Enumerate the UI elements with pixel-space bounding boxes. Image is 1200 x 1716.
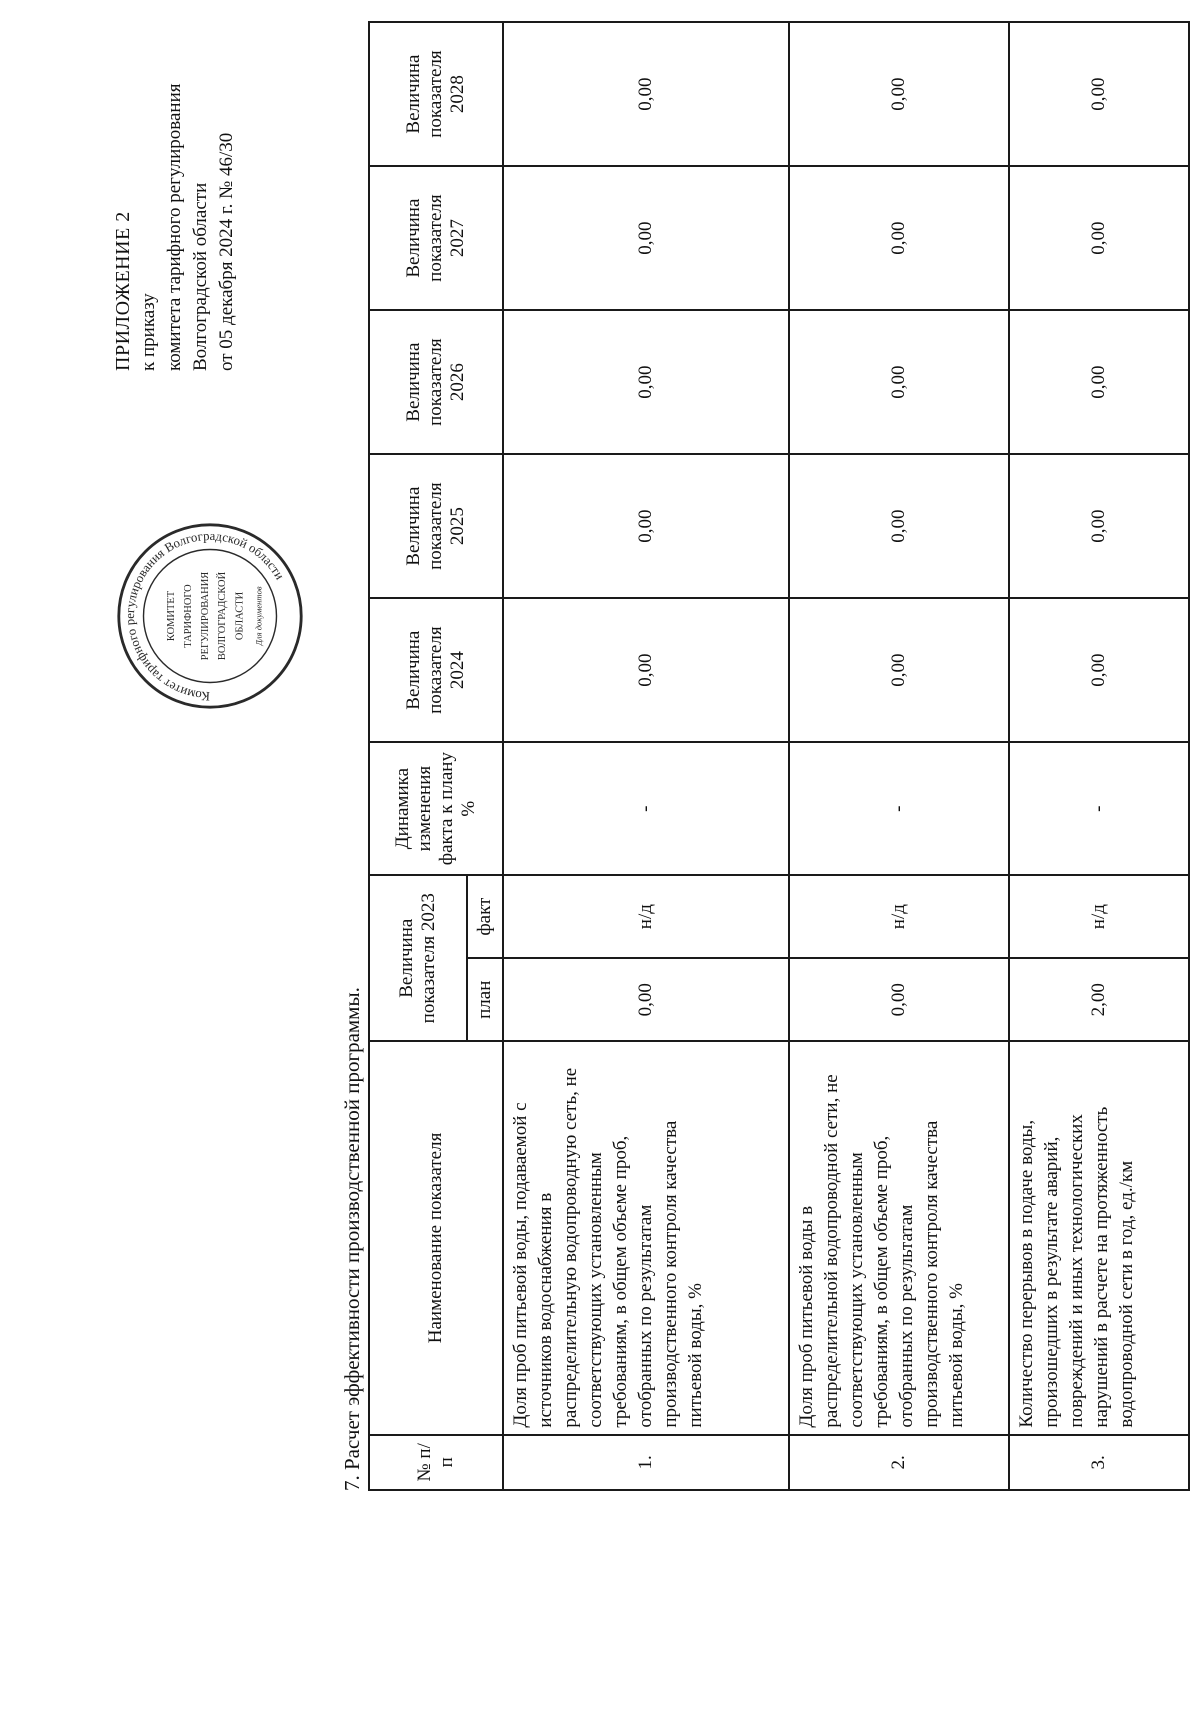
row-dynamics: -	[1009, 742, 1189, 875]
row-plan-2023: 0,00	[503, 958, 789, 1041]
row-indicator-name: Доля проб питьевой воды в распределительной водопроводной сети, не соответствующих установленным требованиям, в общем объеме проб, отобранных по результатам производственного контроля качества питьевой воды, %	[789, 1041, 1009, 1434]
row-value-2028: 0,00	[503, 22, 789, 166]
header-num: № п/п	[369, 1435, 503, 1490]
seal-inner-line-6: Для документов	[253, 586, 264, 646]
section-caption: 7. Расчет эффективности производственной программы.	[340, 987, 364, 1491]
row-value-2025: 0,00	[503, 454, 789, 598]
row-fact-2023: н/д	[1009, 875, 1189, 958]
row-value-2026: 0,00	[789, 310, 1009, 454]
row-value-2026: 0,00	[1009, 310, 1189, 454]
row-value-2028: 0,00	[1009, 22, 1189, 166]
row-value-2026: 0,00	[503, 310, 789, 454]
row-value-2028: 0,00	[789, 22, 1009, 166]
row-value-2024: 0,00	[789, 598, 1009, 742]
row-fact-2023: н/д	[789, 875, 1009, 958]
row-num: 2.	[789, 1435, 1009, 1490]
header-dynamics: Динамика изменения факта к плану %	[369, 742, 503, 875]
table-header-row	[369, 22, 467, 1490]
appendix-line-3: Волгоградской области	[190, 182, 211, 371]
row-value-2025: 0,00	[789, 454, 1009, 598]
header-name: Наименование показателя	[369, 1041, 503, 1434]
seal-inner-line-1: КОМИТЕТ	[165, 590, 177, 642]
row-dynamics: -	[503, 742, 789, 875]
row-indicator-name: Количество перерывов в подаче воды, произошедших в результате аварий, повреждений и иных технологических нарушений в расчете на протяженность водопроводной сети в год, ед./км	[1009, 1041, 1189, 1434]
header-2028: Величина показателя 2028	[369, 22, 503, 166]
header-2024: Величина показателя 2024	[369, 598, 503, 742]
header-2025: Величина показателя 2025	[369, 454, 503, 598]
row-num: 3.	[1009, 1435, 1189, 1490]
seal-inner-line-4: ВОЛГОГРАДСКОЙ	[217, 571, 229, 661]
row-value-2025: 0,00	[1009, 454, 1189, 598]
header-fact: факт	[467, 875, 503, 958]
appendix-line-4: от 05 декабря 2024 г. № 46/30	[216, 132, 237, 371]
row-value-2027: 0,00	[1009, 166, 1189, 310]
row-value-2024: 0,00	[503, 598, 789, 742]
header-plan: план	[467, 958, 503, 1041]
appendix-line-1: к приказу	[138, 293, 159, 371]
official-seal-stamp	[115, 521, 305, 711]
row-value-2027: 0,00	[503, 166, 789, 310]
row-num: 1.	[503, 1435, 789, 1490]
header-2026: Величина показателя 2026	[369, 310, 503, 454]
table-row	[503, 22, 789, 1490]
row-value-2027: 0,00	[789, 166, 1009, 310]
efficiency-table	[368, 21, 1190, 1491]
seal-inner-line-2: ТАРИФНОГО	[183, 584, 194, 648]
table-row	[1009, 22, 1189, 1490]
row-fact-2023: н/д	[503, 875, 789, 958]
row-value-2024: 0,00	[1009, 598, 1189, 742]
row-plan-2023: 0,00	[789, 958, 1009, 1041]
row-indicator-name: Доля проб питьевой воды, подаваемой с источников водоснабжения в распределительную водопроводную сеть, не соответствующих установленным требованиям, в общем объеме проб, отобранных по результатам производственного контроля качества питьевой воды, %	[503, 1041, 789, 1434]
appendix-header	[110, 41, 240, 371]
appendix-line-2: комитета тарифного регулирования	[164, 83, 185, 371]
seal-inner-line-5: ОБЛАСТИ	[234, 591, 246, 641]
appendix-title: ПРИЛОЖЕНИЕ 2	[112, 211, 134, 371]
header-2023: Величина показателя 2023	[369, 875, 467, 1041]
row-dynamics: -	[789, 742, 1009, 875]
seal-outer-text: Комитет тарифного регулирования Волгоградской области	[122, 528, 287, 704]
row-plan-2023: 2,00	[1009, 958, 1189, 1041]
header-2027: Величина показателя 2027	[369, 166, 503, 310]
seal-inner-line-3: РЕГУЛИРОВАНИЯ	[200, 571, 212, 661]
table-row	[789, 22, 1009, 1490]
